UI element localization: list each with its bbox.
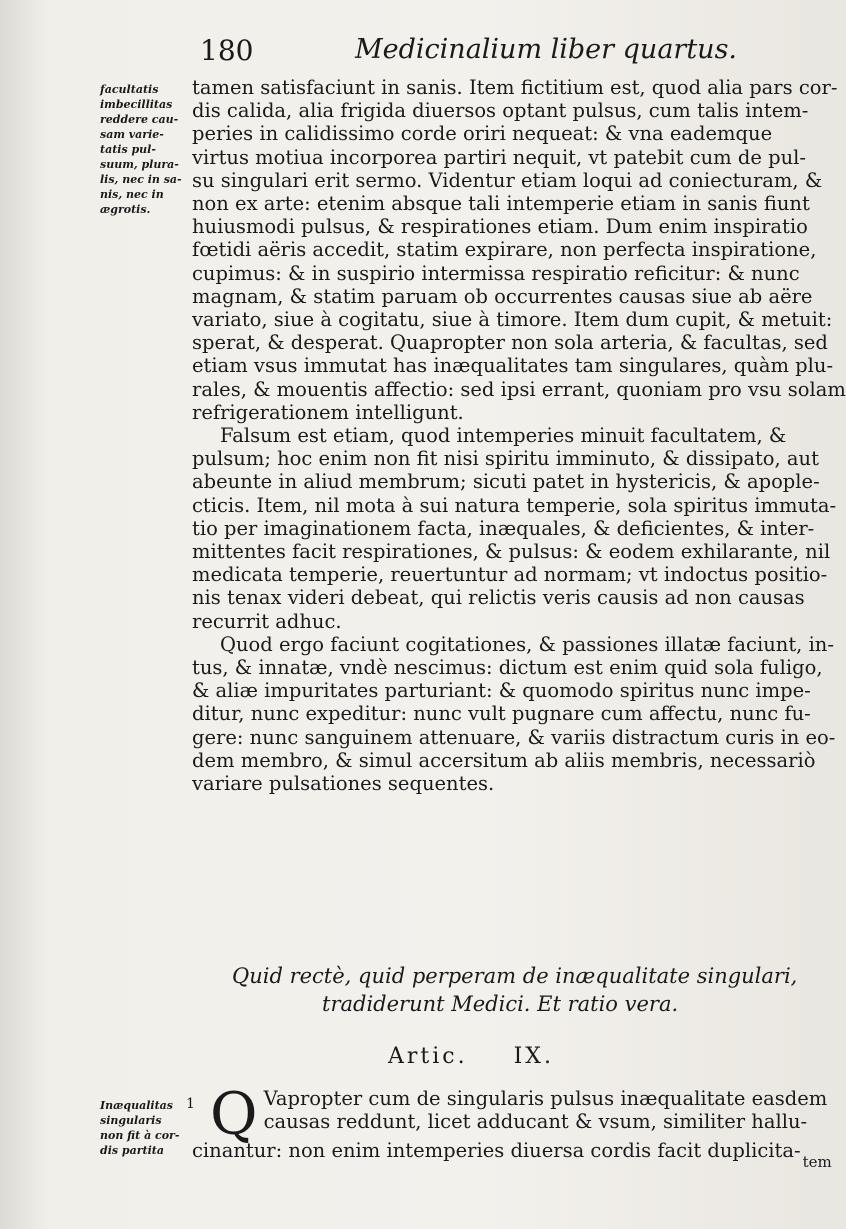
text-line: fœtidi aëris accedit, statim expirare, non perfecta inspiratione,: [192, 238, 817, 262]
heading-line: tradiderunt Medici. Et ratio vera.: [322, 992, 679, 1016]
text-line: cupimus: & in suspirio intermissa respiratio reficitur: & nunc: [192, 261, 800, 285]
margin-note-line: dis partita: [100, 1144, 164, 1157]
text-line: huiusmodi pulsus, & respirationes etiam. Dum enim inspiratio: [192, 215, 808, 239]
text-line: tio per imaginationem facta, inæquales, & deficientes, & inter-: [192, 516, 815, 540]
text-line: Vapropter cum de singularis pulsus inæqualitate easdem: [263, 1087, 828, 1110]
body-text: [192, 76, 846, 796]
text-line: variato, siue à cogitatu, siue à timore. Item dum cupit, & metuit:: [192, 308, 833, 332]
margin-note-line: Inæqualitas: [100, 1099, 173, 1112]
margin-note-line: ægrotis.: [100, 203, 151, 216]
text-line: su singulari erit sermo. Videntur etiam loqui ad coniecturam, &: [192, 168, 823, 192]
drop-cap: Q: [210, 1080, 258, 1148]
margin-note: [100, 82, 182, 217]
running-title: Medicinalium liber quartus.: [355, 34, 738, 65]
text-line: tamen satisfaciunt in sanis. Item fictitium est, quod alia pars cor-: [192, 76, 838, 99]
text-line: dis calida, alia frigida diuersos optant pulsus, cum talis intem-: [192, 99, 809, 123]
margin-note-line: nis, nec in: [100, 188, 164, 201]
margin-note-line: suum, plura-: [100, 158, 179, 171]
text-line: causas reddunt, licet adducant & vsum, similiter hallu-: [263, 1110, 808, 1133]
text-line: refrigerationem intelligunt.: [192, 400, 464, 424]
text-line: mittentes facit respirationes, & pulsus: & eodem exhilarante, nil: [192, 540, 831, 564]
paragraph: [192, 76, 846, 424]
margin-note-line: imbecillitas: [100, 98, 173, 111]
margin-note-line: sam varie-: [100, 128, 164, 141]
text-line: etiam vsus immutat has inæqualitates tam singulares, quàm plu-: [192, 354, 834, 378]
article-text: [186, 1080, 832, 1174]
text-line: abeunte in aliud membrum; sicuti patet in hystericis, & apople-: [192, 470, 820, 494]
text-line: nis tenax videri debeat, qui relictis veris causis ad non causas: [192, 586, 805, 610]
margin-note-line: singularis: [100, 1114, 162, 1127]
article-word: Artic.: [388, 1044, 468, 1069]
text-line-content: cinantur: non enim intemperies diuersa cordis facit duplicita-: [192, 1139, 801, 1162]
text-line: recurrit adhuc.: [192, 609, 342, 633]
text-line: [192, 1139, 832, 1174]
heading-line: Quid rectè, quid perperam de inæqualitate singulari,: [232, 964, 798, 988]
article-number: IX.: [513, 1044, 554, 1069]
text-line: medicata temperie, reuertuntur ad normam; vt indoctus positio-: [192, 563, 828, 587]
paragraph: [192, 424, 837, 633]
margin-note-line: lis, nec in sa-: [100, 173, 182, 186]
text-line: ditur, nunc expeditur: nunc vult pugnare cum affectu, nunc fu-: [192, 702, 811, 726]
margin-note-line: non fit à cor-: [100, 1129, 180, 1142]
paragraph: [192, 632, 836, 796]
text-line: gere: nunc sanguinem attenuare, & variis distractum curis in eo-: [192, 725, 836, 749]
page-header: [200, 34, 780, 74]
margin-note-line: reddere cau-: [100, 113, 179, 126]
text-line: peries in calidissimo corde oriri nequeat: & vna eademque: [192, 122, 773, 146]
text-line: tus, & innatæ, vndè nescimus: dictum est enim quid sola fuligo,: [192, 656, 823, 680]
section-heading: [192, 962, 798, 1018]
text-line: Falsum est etiam, quod intemperies minuit facultatem, &: [220, 424, 787, 448]
text-line: Quod ergo faciunt cogitationes, & passiones illatæ faciunt, in-: [220, 632, 834, 656]
margin-note-line: tatis pul-: [100, 143, 156, 156]
text-line: & aliæ impuritates parturiant: & quomodo spiritus nunc impe-: [192, 679, 811, 703]
text-line: pulsum; hoc enim non fit nisi spiritu imminuto, & dissipato, aut: [192, 447, 819, 471]
page-number: 180: [200, 34, 254, 67]
text-line: virtus motiua incorporea partiri nequit, vt patebit cum de pul-: [192, 145, 806, 169]
margin-note-line: facultatis: [100, 83, 159, 96]
text-line: magnam, & statim paruam ob occurrentes causas siue ab aëre: [192, 284, 813, 308]
section-number: 1: [186, 1096, 195, 1112]
text-line: non ex arte: etenim absque tali intemperie etiam in sanis fiunt: [192, 192, 810, 216]
text-line: variare pulsationes sequentes.: [192, 772, 495, 796]
margin-note: [100, 1098, 182, 1158]
catchword: tem: [802, 1153, 832, 1171]
text-line: rales, & mouentis affectio: sed ipsi errant, quoniam pro vsu solam: [192, 377, 846, 401]
text-line: sperat, & desperat. Quapropter non sola arteria, & facultas, sed: [192, 331, 828, 355]
text-line: dem membro, & simul accersitum ab aliis membris, necessariò: [192, 748, 816, 772]
article-label: [388, 1044, 590, 1069]
text-line: cticis. Item, nil mota à sui natura temperie, sola spiritus immuta-: [192, 493, 837, 517]
